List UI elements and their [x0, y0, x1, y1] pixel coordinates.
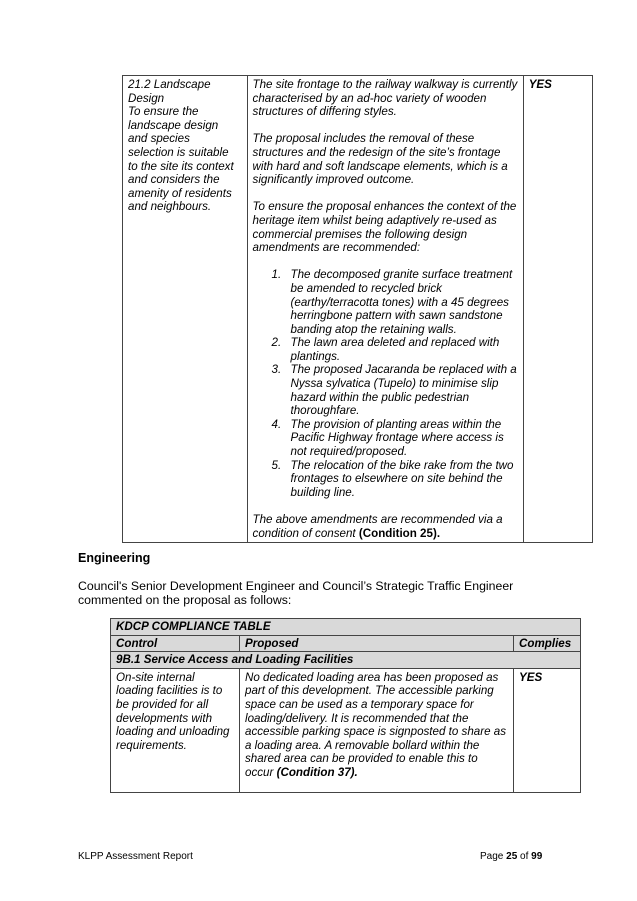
- proposed-paragraph: The site frontage to the railway walkway is currently characterised by an ad-hoc variety of wooden structures of differing styles.: [252, 78, 518, 119]
- kdcp-compliance-table: [110, 618, 581, 793]
- section-row: [111, 652, 581, 669]
- section-title: 9B.1 Service Access and Loading Facilities: [111, 652, 581, 669]
- column-header-control: Control: [111, 635, 240, 652]
- control-line: selection is suitable: [128, 145, 229, 159]
- proposed-paragraph: The proposal includes the removal of these structures and the redesign of the site’s frontage with hard and soft landscape elements, which is a significantly improved outcome.: [252, 132, 508, 187]
- list-text: The decomposed granite surface treatment be amended to recycled brick (earthy/terracotta tones) with a 45 degrees herringbone pattern with sawn sandstone banding atop the retaining walls.: [290, 268, 513, 336]
- complies-cell: YES: [514, 668, 581, 792]
- proposed-paragraph: To ensure the proposal enhances the context of the heritage item whilst being adaptively re-used as commercial premises the following design amendments are recommended:: [252, 200, 517, 255]
- control-line: On-site internal: [116, 670, 195, 684]
- list-item: [271, 458, 518, 500]
- control-line: be provided for all: [116, 697, 209, 711]
- control-line: and considers the: [128, 173, 220, 187]
- column-header-proposed: Proposed: [240, 635, 514, 652]
- list-number: 5.: [271, 458, 282, 472]
- control-line: and neighbours.: [128, 200, 212, 214]
- list-number: 1.: [271, 268, 282, 282]
- proposed-text: No dedicated loading area has been proposed as part of this development. The accessible parking space can be used as a temporary space for loading/delivery. It is recommended that the accessible parking space is signposted to share as a loading area. A removable bollard within the shared area can be provided to enable this to occur: [245, 670, 507, 779]
- control-line: requirements.: [116, 738, 187, 752]
- landscape-compliance-table: [122, 75, 593, 543]
- control-line: loading and unloading: [116, 725, 230, 739]
- list-text: The lawn area deleted and replaced with plantings.: [290, 336, 500, 363]
- control-line: amenity of residents: [128, 186, 232, 200]
- page-total: 99: [531, 851, 543, 862]
- section-heading: Engineering: [78, 551, 151, 565]
- list-item: [271, 363, 518, 418]
- control-cell: [123, 76, 248, 543]
- closing-paragraph: [253, 513, 518, 540]
- condition-reference: (Condition 37).: [276, 765, 358, 779]
- page-prefix: Page: [480, 851, 504, 862]
- control-line: Design: [128, 91, 165, 105]
- closing-text: The above amendments are recommended via a condition of consent: [252, 513, 503, 540]
- control-cell: [111, 668, 240, 792]
- list-item: [271, 268, 518, 336]
- list-item: [271, 336, 518, 363]
- control-line: landscape design: [128, 118, 219, 132]
- table-row: [111, 668, 581, 792]
- table-row: [123, 76, 593, 543]
- control-line: loading facilities is to: [116, 684, 223, 698]
- column-header-complies: Complies: [514, 635, 581, 652]
- list-item: [271, 417, 518, 459]
- control-line: 21.2 Landscape: [128, 78, 211, 91]
- engineering-paragraph: Council's Senior Development Engineer and Council’s Strategic Traffic Engineer commented on the proposal as follows:: [78, 579, 514, 607]
- condition-reference: (Condition 25).: [358, 526, 441, 540]
- page-of: of: [520, 851, 529, 862]
- footer-report-name: KLPP Assessment Report: [78, 851, 193, 862]
- page-current: 25: [506, 851, 518, 862]
- control-line: developments with: [116, 711, 213, 725]
- proposed-cell: [247, 76, 523, 543]
- table-header-row: [111, 635, 581, 652]
- proposed-cell: [240, 668, 514, 792]
- list-text: The proposed Jacaranda be replaced with a Nyssa sylvatica (Tupelo) to minimise slip hazard within the public pedestrian thoroughfare.: [290, 363, 517, 418]
- list-text: The provision of planting areas within the Pacific Highway frontage where access is not required/proposed.: [290, 417, 504, 459]
- complies-cell: YES: [523, 76, 592, 543]
- control-line: and species: [128, 132, 190, 146]
- control-line: To ensure the: [128, 105, 199, 119]
- control-line: to the site its context: [128, 159, 234, 173]
- list-text: The relocation of the bike rake from the two frontages to elsewhere on site behind the building line.: [290, 458, 514, 499]
- list-number: 2.: [271, 336, 282, 350]
- table-title: KDCP COMPLIANCE TABLE: [111, 619, 581, 636]
- table-title-row: [111, 619, 581, 636]
- list-number: 3.: [271, 363, 282, 377]
- amendments-list: [253, 268, 518, 499]
- footer-page-number: [480, 851, 542, 862]
- list-number: 4.: [271, 417, 282, 431]
